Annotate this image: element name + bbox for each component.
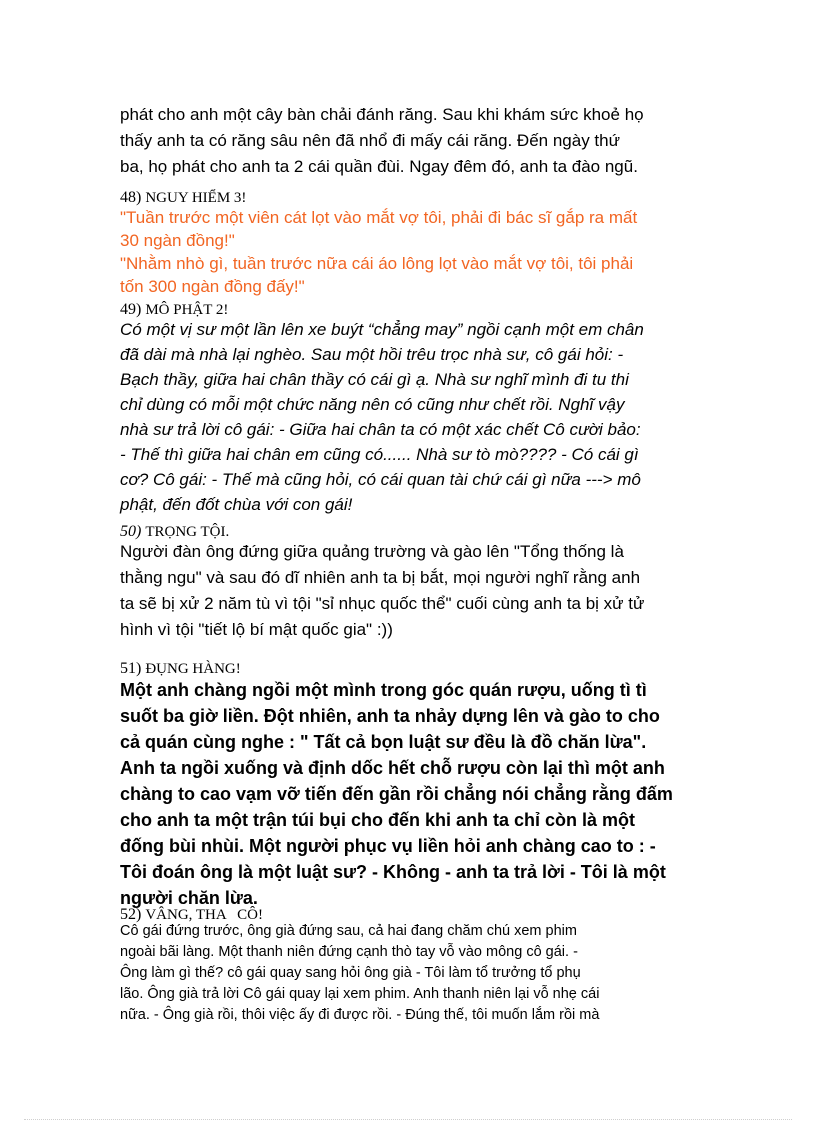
joke-50-heading (120, 524, 700, 540)
joke-title: TRỌNG TỘI. (145, 524, 230, 540)
text-line: Có một vị sư một lần lên xe buýt “chẳng may” ngồi cạnh một em chân (120, 320, 644, 339)
text-line: tốn 300 ngàn đồng đấy!" (120, 277, 305, 296)
text-line: "Tuần trước một viên cát lọt vào mắt vợ tôi, phải đi bác sĩ gắp ra mất (120, 208, 638, 227)
joke-49-body (120, 317, 700, 517)
joke-number: 49) (120, 301, 142, 318)
text-line: Anh ta ngồi xuống và định dốc hết chỗ rượu còn lại thì một anh (120, 758, 665, 778)
text-line: Bạch thầy, giữa hai chân thầy có cái gì ạ. Nhà sư nghĩ mình đi tu thi (120, 370, 629, 389)
joke-title: NGUY HIỂM 3! (145, 190, 247, 206)
joke-title: MÔ PHẬT 2! (145, 302, 229, 318)
text-line: ba, họ phát cho anh ta 2 cái quần đùi. Ngay đêm đó, anh ta đào ngũ. (120, 157, 638, 176)
text-line: đã dài mà nhà lại nghèo. Sau một hồi trêu trọc nhà sư, cô gái hỏi: - (120, 345, 624, 364)
text-line: 30 ngàn đồng!" (120, 231, 235, 250)
text-line: Cô gái đứng trước, ông già đứng sau, cả hai đang chăm chú xem phim (120, 923, 577, 939)
joke-title: ĐỤNG HÀNG! (145, 661, 241, 677)
text-line: nhà sư trả lời cô gái: - Giữa hai chân ta có một xác chết Cô cười bảo: (120, 420, 641, 439)
text-line: chỉ dùng có mỗi một chức năng nên có cũng như chết rồi. Nghĩ vậy (120, 395, 625, 414)
joke-52-body (120, 921, 700, 1026)
text-line: thấy anh ta có răng sâu nên đã nhổ đi mấy cái răng. Đến ngày thứ (120, 131, 620, 150)
text-line: ngoài bãi làng. Một thanh niên đứng cạnh thò tay vỗ vào mông cô gái. - (120, 944, 578, 960)
joke-48-heading (120, 190, 700, 206)
text-line: Tôi đoán ông là một luật sư? - Không - anh ta trả lời - Tôi là một (120, 862, 666, 882)
text-line: đống bùi nhùi. Một người phục vụ liền hỏi anh chàng cao to : - (120, 836, 656, 856)
joke-51-body (120, 677, 700, 911)
text-line: suốt ba giờ liền. Đột nhiên, anh ta nhảy dựng lên và gào to cho (120, 706, 660, 726)
text-line: Một anh chàng ngồi một mình trong góc quán rượu, uống tì tì (120, 680, 647, 700)
text-line: chàng to cao vạm vỡ tiến đến gần rồi chẳng nói chẳng rằng đấm (120, 784, 673, 804)
text-line: cơ? Cô gái: - Thế mà cũng hỏi, có cái quan tài chứ cái gì nữa ---> mô (120, 470, 641, 489)
joke-number: 48) (120, 189, 142, 206)
text-line: Người đàn ông đứng giữa quảng trường và gào lên "Tổng thống là (120, 542, 624, 561)
text-line: thằng ngu" và sau đó dĩ nhiên anh ta bị bắt, mọi người nghĩ rằng anh (120, 568, 641, 587)
text-line: ta sẽ bị xử 2 năm tù vì tội "sỉ nhục quốc thể" cuối cùng anh ta bị xử tử (120, 594, 645, 613)
text-line: cho anh ta một trận túi bụi cho đến khi anh ta chỉ còn là một (120, 810, 636, 830)
text-line: nữa. - Ông già rồi, thôi việc ấy đi được rồi. - Đúng thế, tôi muốn lắm rồi mà (120, 1007, 600, 1023)
text-line: Ông làm gì thế? cô gái quay sang hỏi ông già - Tôi làm tổ trưởng tổ phụ (120, 965, 581, 981)
text-line: cả quán cùng nghe : " Tất cả bọn luật sư đều là đồ chăn lừa". (120, 732, 647, 752)
intro-paragraph (120, 102, 700, 180)
text-line: hình vì tội "tiết lộ bí mật quốc gia" :)) (120, 620, 393, 639)
joke-number: 51) (120, 660, 142, 677)
joke-title: VÂNG, THA CÔ! (145, 907, 263, 923)
page-bottom-divider (24, 1119, 792, 1120)
joke-49-heading (120, 302, 700, 318)
joke-number: 52) (120, 906, 142, 923)
text-line: "Nhằm nhò gì, tuần trước nữa cái áo lông lọt vào mắt vợ tôi, tôi phải (120, 254, 634, 273)
joke-50-body (120, 539, 700, 643)
joke-51-heading (120, 661, 700, 677)
joke-48-body (120, 206, 700, 298)
joke-number: 50) (120, 523, 142, 540)
text-line: lão. Ông già trả lời Cô gái quay lại xem phim. Anh thanh niên lại vỗ nhẹ cái (120, 986, 600, 1002)
text-line: phát cho anh một cây bàn chải đánh răng. Sau khi khám sức khoẻ họ (120, 105, 644, 124)
text-line: - Thế thì giữa hai chân em cũng có...... Nhà sư tò mò???? - Có cái gì (120, 445, 639, 464)
text-line: phật, đến đốt chùa với con gái! (120, 495, 353, 514)
text-line: người chăn lừa. (120, 888, 258, 908)
